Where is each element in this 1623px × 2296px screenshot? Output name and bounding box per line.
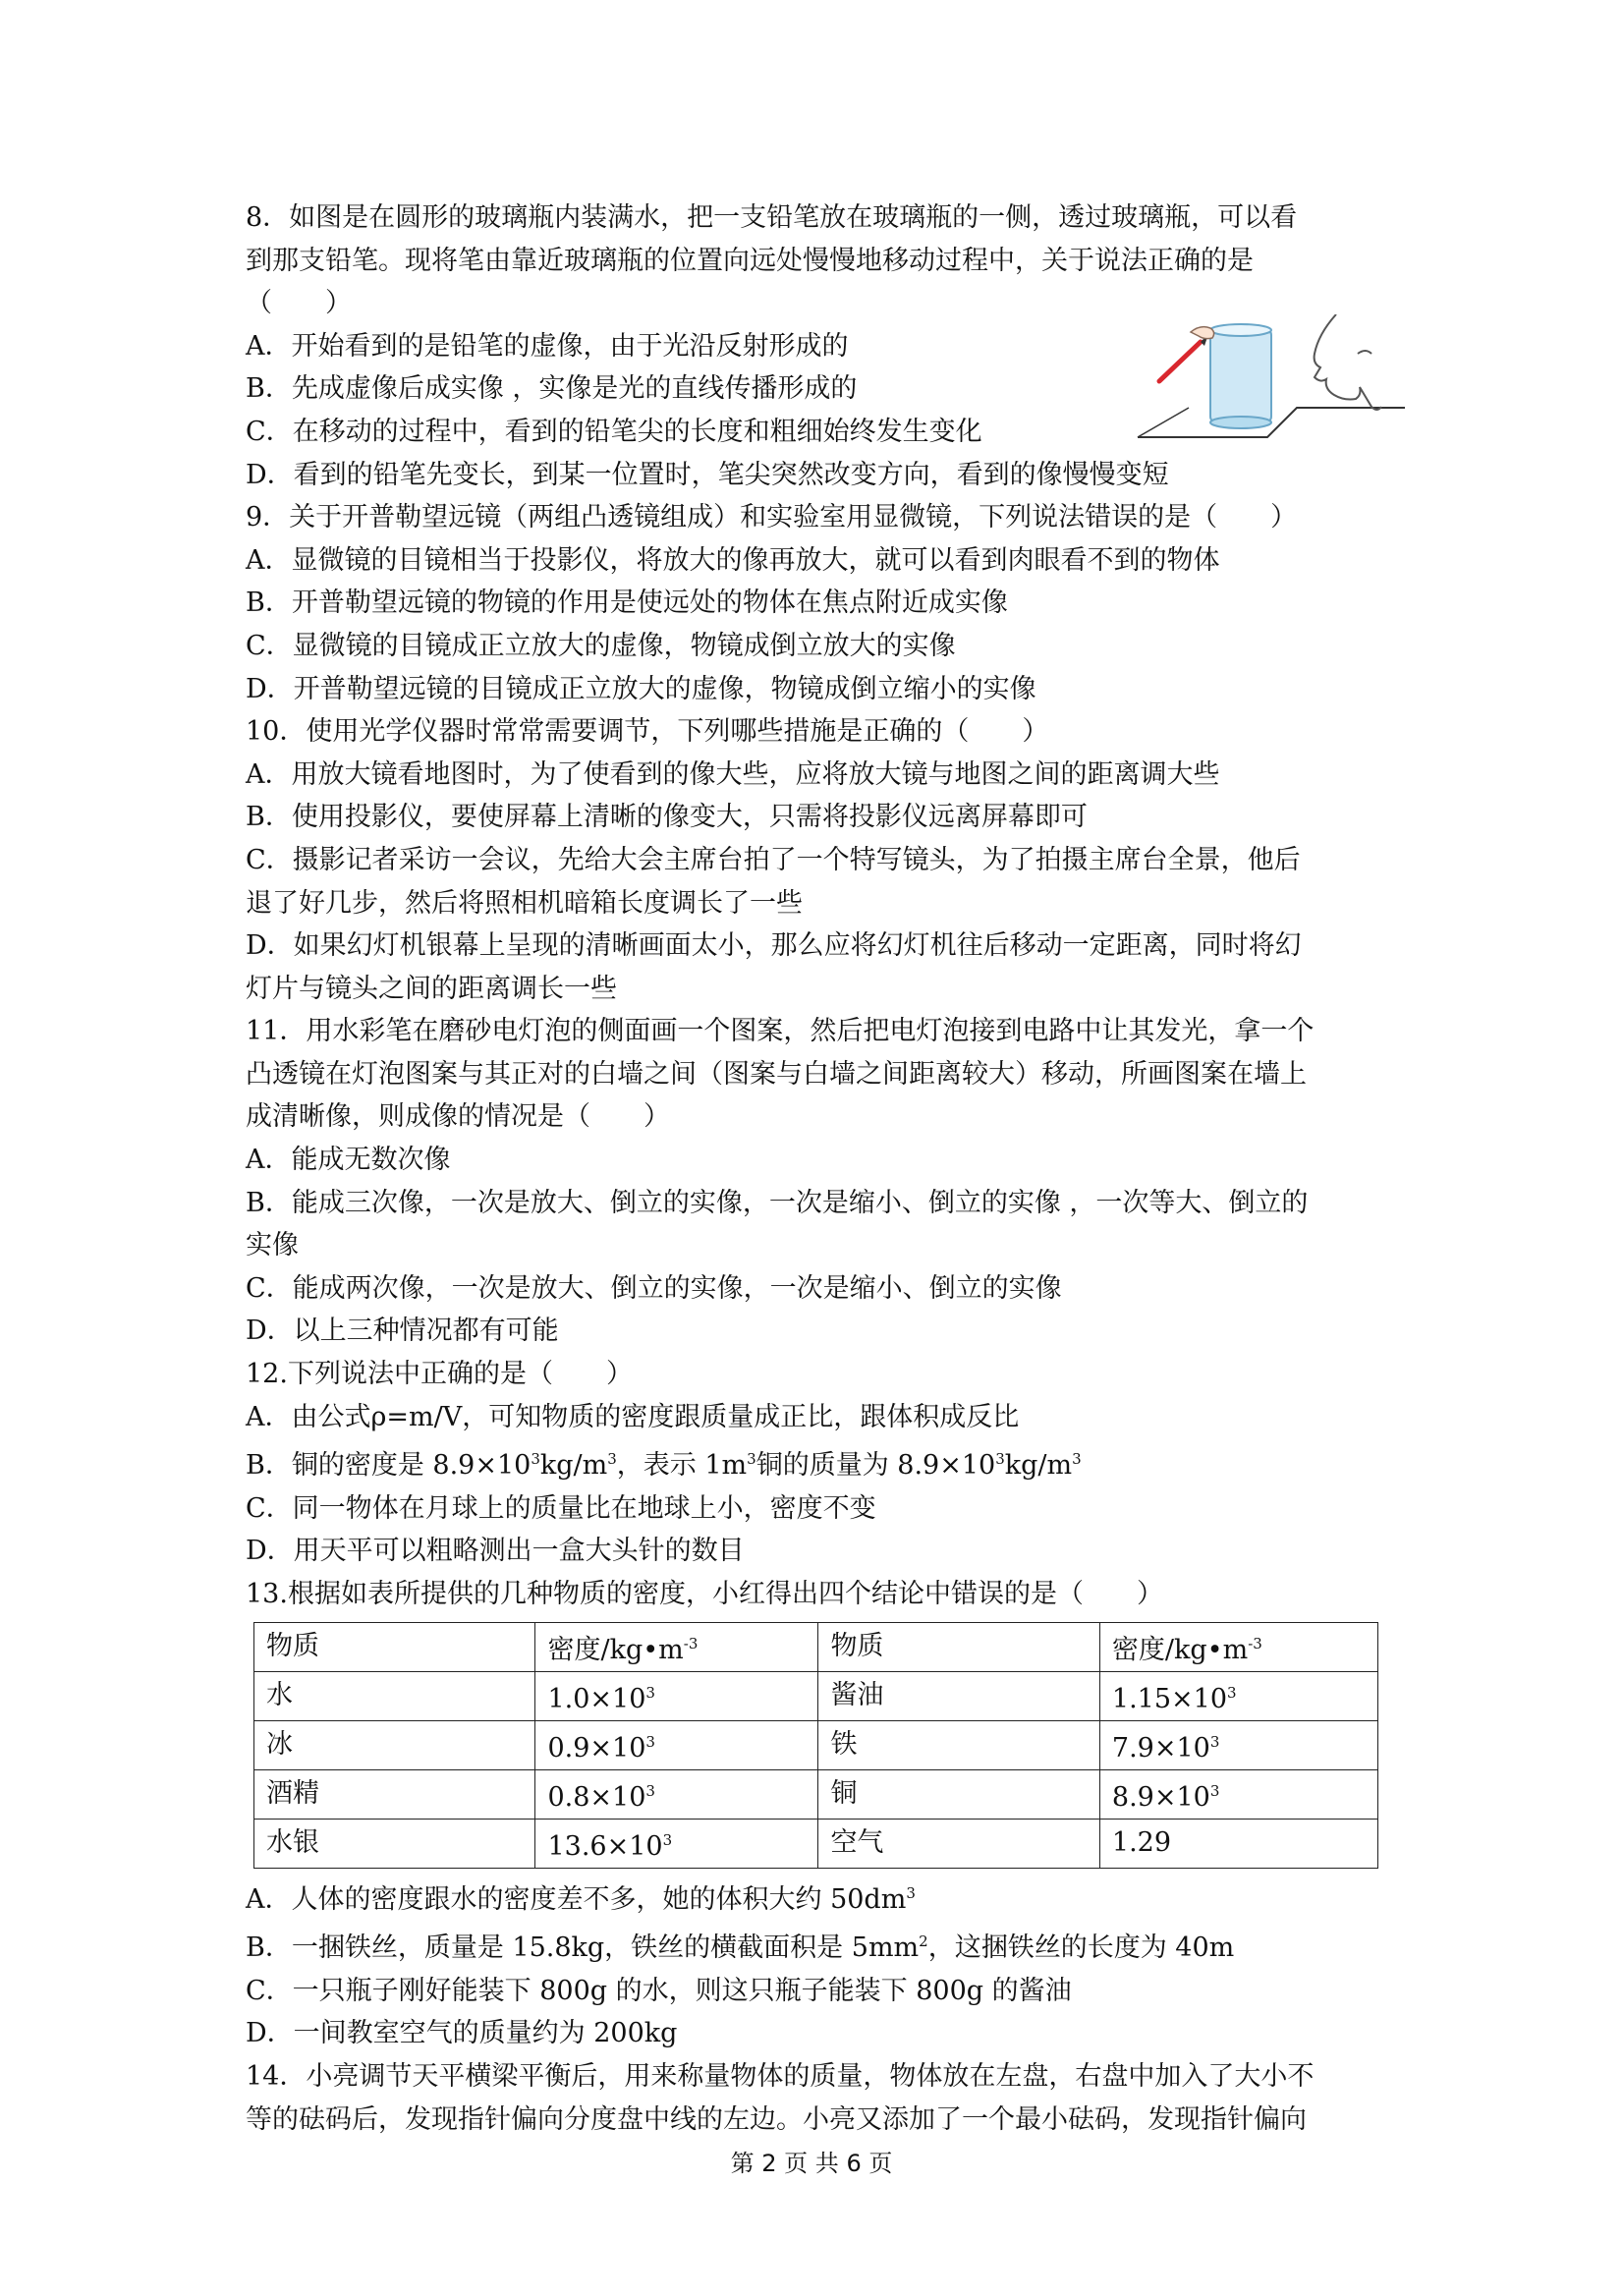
q12-b-exp5: 3 (1072, 1450, 1082, 1469)
q8-option-b: B．先成虚像后成实像 ，实像是光的直线传播形成的 (246, 373, 858, 405)
q10-option-d-line1: D．如果幻灯机银幕上呈现的清晰画面太小，那么应将幻灯机往后移动一定距离，同时将幻 (246, 930, 1302, 962)
table-header-row (254, 1622, 1378, 1671)
pencil-icon (1159, 342, 1201, 381)
table-cell: $1.15\times 10^3$ (1099, 1671, 1377, 1720)
table-cell: 酱油 (818, 1671, 1099, 1720)
q11-option-d: D．以上三种情况都有可能 (246, 1316, 559, 1347)
q13-option-c: C．一只瓶子刚好能装下 800g 的水，则这只瓶子能装下 800g 的酱油 (246, 1975, 1072, 2006)
q10-option-a: A．用放大镜看地图时，为了使看到的像大些，应将放大镜与地图之间的距离调大些 (246, 758, 1220, 790)
q12-b-mid1: kg/m (539, 1450, 608, 1482)
q11-stem-line3: 成清晰像，则成像的情况是（ ） (246, 1101, 670, 1133)
q12-b-exp2: 3 (607, 1450, 617, 1469)
table-cell: 空气 (818, 1819, 1099, 1868)
q8-stem-line1: 8．如图是在圆形的玻璃瓶内装满水，把一支铅笔放在玻璃瓶的一侧，透过玻璃瓶，可以看 (246, 202, 1298, 233)
table-cell: $8.9\times 10^3$ (1099, 1769, 1377, 1819)
q8-option-d: D．看到的铅笔先变长，到某一位置时，笔尖突然改变方向，看到的像慢慢变短 (246, 459, 1169, 490)
q12-b-mid2: ，表示 1m (616, 1450, 748, 1482)
table-row (254, 1769, 1378, 1819)
table-row (254, 1720, 1378, 1769)
q9-option-b: B．开普勒望远镜的物镜的作用是使远处的物体在焦点附近成实像 (246, 588, 1008, 619)
q13-option-a: A．人体的密度跟水的密度差不多，她的体积大约 $50dm^3$ (246, 1883, 916, 1915)
q10-option-c-line2: 退了好几步，然后将照相机暗箱长度调长了一些 (246, 887, 803, 919)
q9-option-c: C．显微镜的目镜成正立放大的虚像，物镜成倒立放大的实像 (246, 630, 956, 661)
q10-option-d-line2: 灯片与镜头之间的距离调长一些 (246, 973, 617, 1004)
q8-stem-line3: （ ） (246, 288, 352, 319)
glass-bottle-icon (1210, 329, 1271, 422)
table-cell: 铁 (818, 1720, 1099, 1769)
q8-figure (1130, 314, 1415, 472)
q8-option-c: C．在移动的过程中，看到的铅笔尖的长度和粗细始终发生变化 (246, 416, 982, 447)
q11-stem-line1: 11．用水彩笔在磨砂电灯泡的侧面画一个图案，然后把电灯泡接到电路中让其发光，拿一个 (246, 1016, 1315, 1047)
q13-option-d: D．一间教室空气的质量约为 200kg (246, 2018, 678, 2049)
q9-stem: 9．关于开普勒望远镜（两组凸透镜组成）和实验室用显微镜，下列说法错误的是（ ） (246, 502, 1298, 533)
hand-icon (1191, 327, 1214, 339)
q12-b-mid3: 铜的质量为 8.9×10 (756, 1450, 996, 1482)
q10-stem: 10．使用光学仪器时常常需要调节，下列哪些措施是正确的（ ） (246, 716, 1049, 748)
table-edge-line (1138, 408, 1189, 437)
table-cell: $0.8\times 10^3$ (535, 1769, 818, 1819)
q12-b-end: kg/m (1004, 1450, 1073, 1482)
table-cell: 水银 (254, 1819, 535, 1868)
q12-b-exp1: 3 (531, 1450, 540, 1469)
q10-option-c-line1: C．摄影记者采访一会议，先给大会主席台拍了一个特写镜头，为了拍摄主席台全景，他后 (246, 844, 1301, 875)
q12-option-d: D．用天平可以粗略测出一盒大头针的数目 (246, 1536, 745, 1567)
table-cell: 水 (254, 1671, 535, 1720)
table-cell: 冰 (254, 1720, 535, 1769)
q11-option-b-line1: B．能成三次像，一次是放大、倒立的实像，一次是缩小、倒立的实像 ，一次等大、倒立的 (246, 1187, 1309, 1218)
table-header-cell: 物质 (254, 1622, 535, 1671)
observer-face-icon (1315, 314, 1381, 410)
observer-eye-icon (1358, 351, 1371, 354)
page-footer: 第 2 页 共 6 页 (730, 2150, 893, 2177)
q11-option-c: C．能成两次像，一次是放大、倒立的实像，一次是缩小、倒立的实像 (246, 1272, 1062, 1304)
q8-option-a: A．开始看到的是铅笔的虚像，由于光沿反射形成的 (246, 330, 849, 362)
table-cell: $1.0\times 10^3$ (535, 1671, 818, 1720)
q12-b-exp4: 3 (995, 1450, 1005, 1469)
table-cell: 酒精 (254, 1769, 535, 1819)
q12-b-pre: B．铜的密度是 8.9×10 (246, 1450, 532, 1482)
table-row (254, 1819, 1378, 1868)
q12-option-b (246, 1438, 1385, 1487)
q10-option-b: B．使用投影仪，要使屏幕上清晰的像变大，只需将投影仪远离屏幕即可 (246, 802, 1088, 833)
bottle-top (1210, 324, 1271, 336)
q11-option-a: A．能成无数次像 (246, 1145, 451, 1176)
q11-stem-line2: 凸透镜在灯泡图案与其正对的白墙之间（图案与白墙之间距离较大）移动，所画图案在墙上 (246, 1058, 1307, 1090)
page-content (246, 196, 1385, 2141)
table-cell: $7.9\times 10^3$ (1099, 1720, 1377, 1769)
q12-stem: 12.下列说法中正确的是（ ） (246, 1359, 633, 1390)
bottle-bottom (1210, 417, 1271, 428)
q14-stem-line2: 等的砝码后，发现指针偏向分度盘中线的左边。小亮又添加了一个最小砝码，发现指针偏向 (246, 2103, 1307, 2135)
table-cell: 1.29 (1099, 1819, 1377, 1868)
q9-option-d: D．开普勒望远镜的目镜成正立放大的虚像，物镜成倒立缩小的实像 (246, 673, 1036, 704)
table-cell: 铜 (818, 1769, 1099, 1819)
q12-option-a: A．由公式ρ=m/V，可知物质的密度跟质量成正比，跟体积成反比 (246, 1401, 1020, 1432)
table-cell: $13.6\times 10^3$ (535, 1819, 818, 1868)
q12-option-c: C．同一物体在月球上的质量比在地球上小，密度不变 (246, 1492, 876, 1524)
q13-stem: 13.根据如表所提供的几种物质的密度，小红得出四个结论中错误的是（ ） (246, 1579, 1163, 1609)
q13-option-b: B．一捆铁丝，质量是 15.8kg，铁丝的横截面积是 $5mm^2$，这捆铁丝的长度为 40m (246, 1932, 1235, 1964)
q14-stem-line1: 14．小亮调节天平横梁平衡后，用来称量物体的质量，物体放在左盘，右盘中加入了大小不 (246, 2060, 1315, 2092)
q8-stem-line2: 到那支铅笔。现将笔由靠近玻璃瓶的位置向远处慢慢地移动过程中，关于说法正确的是 (246, 245, 1254, 276)
table-header-cell: 密度$/kg•m^{-3}$ (1099, 1622, 1377, 1671)
table-header-cell: 密度$/kg•m^{-3}$ (535, 1622, 818, 1671)
table-row (254, 1671, 1378, 1720)
q9-option-a: A．显微镜的目镜相当于投影仪，将放大的像再放大，就可以看到肉眼看不到的物体 (246, 544, 1220, 576)
q11-option-b-line2: 实像 (246, 1230, 299, 1261)
table-header-cell: 物质 (818, 1622, 1099, 1671)
q12-b-exp3: 3 (747, 1450, 756, 1469)
density-table (253, 1622, 1378, 1869)
table-cell: $0.9\times 10^3$ (535, 1720, 818, 1769)
